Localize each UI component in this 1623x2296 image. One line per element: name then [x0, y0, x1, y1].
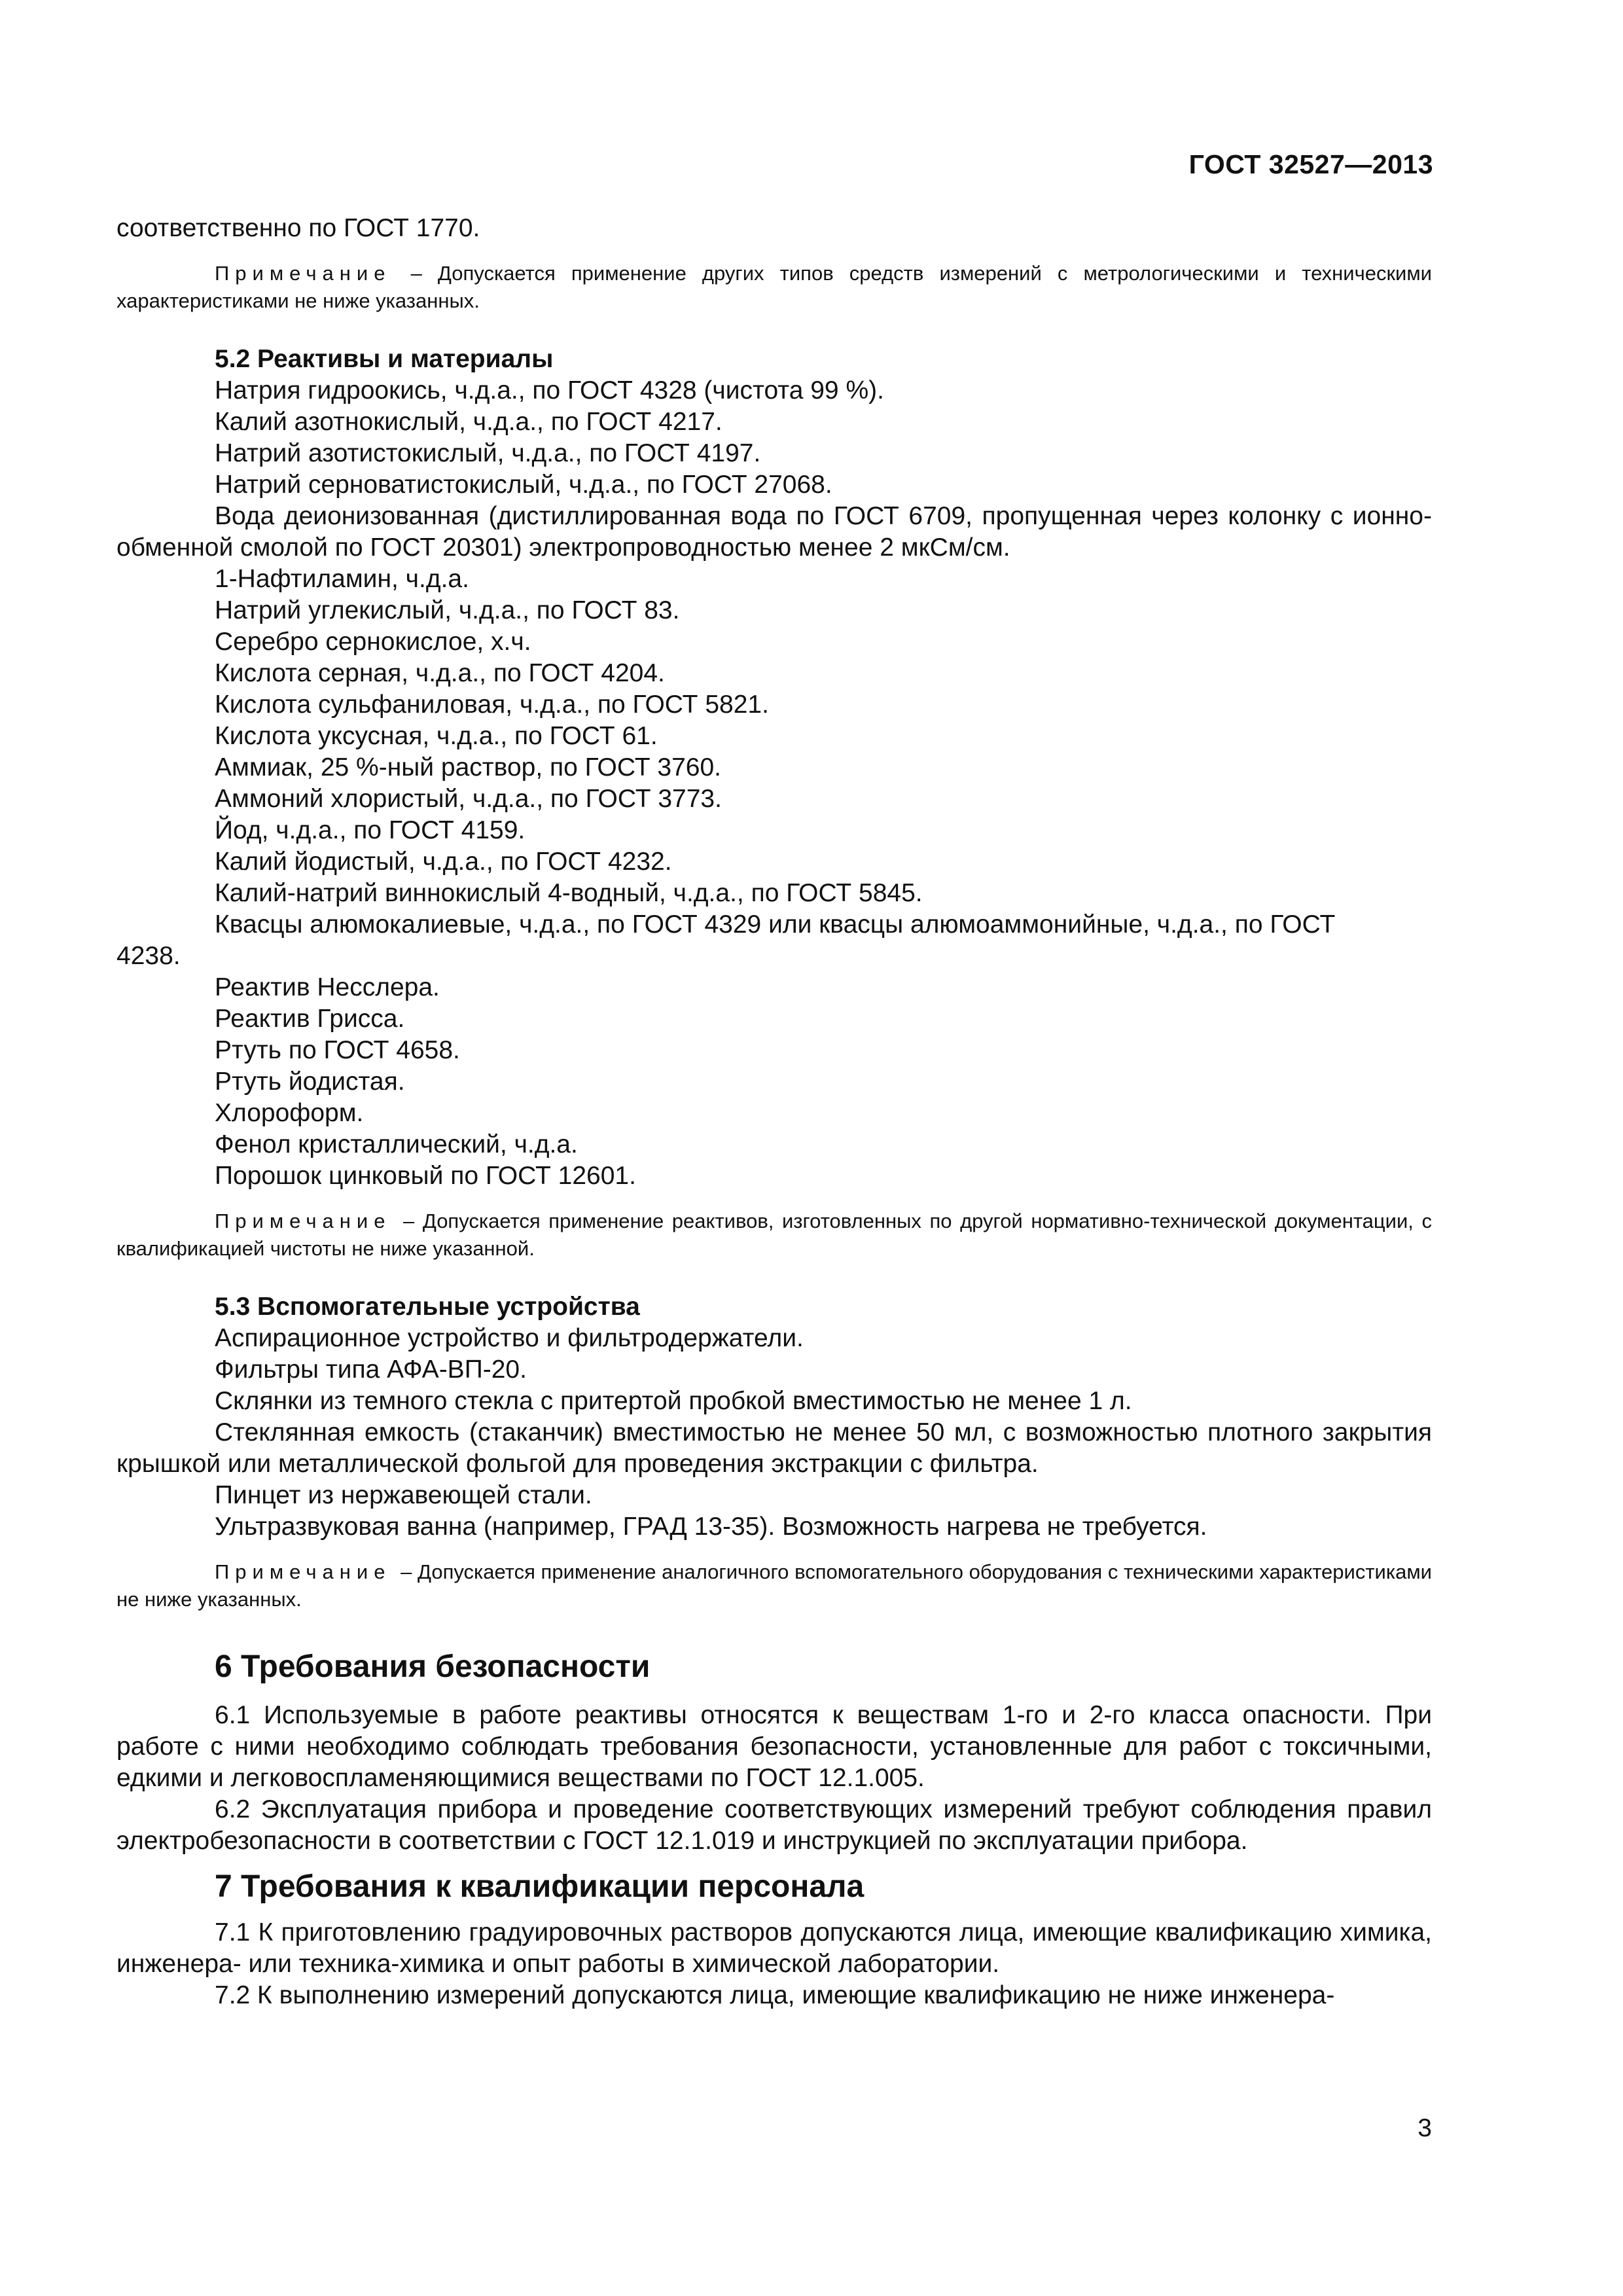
page-number: 3: [1418, 2114, 1432, 2142]
list-item: Ртуть йодистая.: [215, 1067, 405, 1096]
list-item: Стеклянная емкость (стаканчик) вместимостью не менее 50 мл, с возможностью плотного закрытия крышкой или металлической фольгой для проведения экстракции с фильтра.: [116, 1418, 1432, 1478]
list-item: Калий-натрий виннокислый 4-водный, ч.д.а., по ГОСТ 5845.: [215, 879, 923, 907]
list-item: Ртуть по ГОСТ 4658.: [215, 1036, 460, 1064]
section-6-heading: 6 Требования безопасности: [215, 1649, 651, 1684]
paragraph-6-2: 6.2 Эксплуатация прибора и проведение соответствующих измерений требуют соблюдения правил электробезопасности в соответствии с ГОСТ 12.1.019 и инструкцией по эксплуатации прибора.: [116, 1795, 1432, 1855]
note-label: Примечание: [215, 262, 391, 285]
list-item: Склянки из темного стекла с притертой пробкой вместимостью не менее 1 л.: [215, 1387, 1132, 1415]
section-5-2-heading: 5.2 Реактивы и материалы: [215, 345, 554, 373]
list-item: Фильтры типа АФА-ВП-20.: [215, 1355, 527, 1384]
paragraph-7-1: 7.1 К приготовлению градуировочных растворов допускаются лица, имеющие квалификацию химика, инженера- или техника-химика и опыт работы в химической лаборатории.: [116, 1918, 1432, 1978]
list-item: Реактив Несслера.: [215, 973, 440, 1001]
list-item: Порошок цинковый по ГОСТ 12601.: [215, 1162, 636, 1190]
document-id-header: ГОСТ 32527—2013: [1188, 149, 1433, 179]
list-item: Натрий углекислый, ч.д.а., по ГОСТ 83.: [215, 596, 680, 624]
list-item: Квасцы алюмокалиевые, ч.д.а., по ГОСТ 4329 или квасцы алюмоаммонийные, ч.д.а., по ГОСТ: [215, 910, 1336, 939]
section-7-heading: 7 Требования к квалификации персонала: [215, 1869, 865, 1904]
page-content: [116, 213, 1432, 2011]
list-item: Аспирационное устройство и фильтродержатели.: [215, 1324, 804, 1352]
list-item: Натрий азотистокислый, ч.д.а., по ГОСТ 4197.: [215, 439, 761, 467]
list-item: Хлороформ.: [215, 1099, 364, 1127]
paragraph-6-1: 6.1 Используемые в работе реактивы относятся к веществам 1-го и 2-го класса опасности. При работе с ними необходимо соблюдать требования безопасности, установленные для работ с токсичными, едкими и легковоспламеняющимися веществами по ГОСТ 12.1.005.: [116, 1701, 1432, 1792]
list-item: Фенол кристаллический, ч.д.а.: [215, 1130, 578, 1158]
list-item: Аммоний хлористый, ч.д.а., по ГОСТ 3773.: [215, 785, 722, 813]
note-1: [116, 260, 1432, 315]
list-item: Реактив Грисса.: [215, 1005, 405, 1033]
list-item: Натрий серноватистокислый, ч.д.а., по ГОСТ 27068.: [215, 471, 832, 499]
note-label: Примечание: [215, 1210, 391, 1232]
paragraph-7-2: 7.2 К выполнению измерений допускаются лица, имеющие квалификацию не ниже инженера-: [215, 1981, 1335, 2009]
list-item: Ультразвуковая ванна (например, ГРАД 13-35). Возможность нагрева не требуется.: [215, 1513, 1207, 1541]
list-item: Кислота серная, ч.д.а., по ГОСТ 4204.: [215, 659, 665, 687]
continuation-line: соответственно по ГОСТ 1770.: [116, 214, 480, 242]
note-text: – Допускается применение реактивов, изготовленных по другой нормативно-технической документации, с квалификацией чистоты не ниже указанной.: [116, 1210, 1432, 1260]
list-item-continuation: 4238.: [116, 942, 181, 970]
list-item: Кислота уксусная, ч.д.а., по ГОСТ 61.: [215, 722, 658, 750]
list-item: 1-Нафтиламин, ч.д.а.: [215, 565, 469, 593]
list-item: Кислота сульфаниловая, ч.д.а., по ГОСТ 5821.: [215, 691, 769, 719]
list-item: Пинцет из нержавеющей стали.: [215, 1481, 592, 1509]
section-5-3-heading: 5.3 Вспомогательные устройства: [215, 1293, 640, 1321]
note-2: [116, 1208, 1432, 1263]
list-item: Натрия гидроокись, ч.д.а., по ГОСТ 4328 (чистота 99 %).: [215, 376, 884, 404]
list-item: Калий азотнокислый, ч.д.а., по ГОСТ 4217.: [215, 408, 722, 436]
note-3: [116, 1558, 1432, 1613]
note-text: – Допускается применение других типов средств измерений с метрологическими и техническими характеристиками не ниже указанных.: [116, 262, 1432, 312]
list-item: Йод, ч.д.а., по ГОСТ 4159.: [215, 816, 526, 844]
list-item: Серебро сернокислое, х.ч.: [215, 628, 531, 656]
list-item: Калий йодистый, ч.д.а., по ГОСТ 4232.: [215, 848, 672, 876]
note-text: – Допускается применение аналогичного вспомогательного оборудования с техническими характеристиками не ниже указанных.: [116, 1560, 1432, 1611]
list-item: Вода деионизованная (дистиллированная вода по ГОСТ 6709, пропущенная через колонку с ионно-обменной смолой по ГОСТ 20301) электропроводностью менее 2 мкСм/см.: [116, 502, 1432, 562]
list-item: Аммиак, 25 %-ный раствор, по ГОСТ 3760.: [215, 753, 722, 781]
note-label: Примечание: [215, 1560, 391, 1583]
